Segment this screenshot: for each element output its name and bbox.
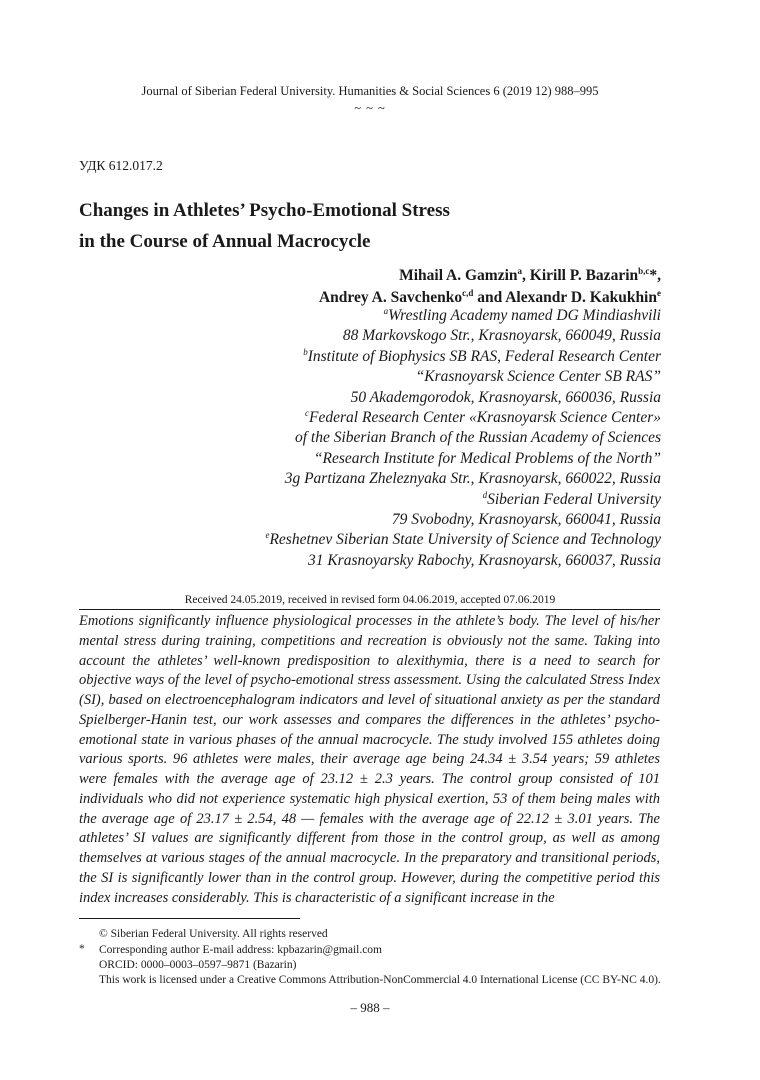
- affiliation-text: Federal Research Center «Krasnoyarsk Science Center»: [309, 409, 661, 427]
- affiliation-text: Siberian Federal University: [487, 490, 661, 508]
- author-line: [319, 265, 661, 287]
- affiliation-text: 31 Krasnoyarsky Rabochy, Krasnoyarsk, 660037, Russia: [307, 551, 661, 569]
- affiliation-text: “Krasnoyarsk Science Center SB RAS”: [415, 368, 661, 386]
- affiliation-line: [265, 490, 661, 510]
- affiliation-sup: d: [482, 489, 488, 500]
- affiliation-line: [265, 326, 661, 346]
- affiliation-line: [265, 530, 661, 550]
- affiliation-line: [265, 347, 661, 367]
- footnote-corresponding: Corresponding author E-mail address: kpbazarin@gmail.com: [99, 944, 383, 956]
- affiliation-line: [265, 367, 661, 387]
- header-ornament: ~ ~ ~: [354, 101, 386, 115]
- affiliation-list: [265, 306, 661, 571]
- affiliation-line: [265, 306, 661, 326]
- abstract-top-rule: [79, 609, 660, 610]
- udk-code: УДК 612.017.2: [79, 158, 163, 173]
- affiliation-line: [265, 551, 661, 571]
- footnote-license: This work is licensed under a Creative Commons Attribution-NonCommercial 4.0 International License (CC BY-NC 4.0).: [99, 974, 661, 986]
- affiliation-line: [265, 510, 661, 530]
- affiliation-text: 88 Markovskogo Str., Krasnoyarsk, 660049, Russia: [342, 327, 661, 345]
- affiliation-line: [265, 469, 661, 489]
- footnote-copyright: © Siberian Federal University. All rights reserved: [99, 928, 328, 940]
- affiliation-text: 3g Partizana Zheleznyaka Str., Krasnoyarsk, 660022, Russia: [284, 470, 661, 488]
- affiliation-line: [265, 449, 661, 469]
- author-sup: a: [517, 265, 523, 276]
- affiliation-sup: a: [383, 305, 389, 316]
- author-sep: ,: [522, 267, 530, 284]
- affiliation-sup: e: [265, 530, 270, 541]
- affiliation-text: Reshetnev Siberian State University of Science and Technology: [269, 531, 661, 549]
- received-dates: Received 24.05.2019, received in revised form 04.06.2019, accepted 07.06.2019: [184, 594, 556, 606]
- footnote-orcid: ORCID: 0000–0003–0597–9871 (Bazarin): [99, 959, 297, 971]
- footnote-rule: [79, 918, 300, 919]
- author-sup: e: [657, 287, 661, 298]
- article-title: [79, 195, 450, 257]
- affiliation-line: [265, 428, 661, 448]
- abstract-text: Emotions significantly influence physiological processes in the athlete’s body. The level of his/her mental stress during training, competitions and recreation is obviously not the same. Taking into account the athletes’ well-known predisposition to alexithymia, there is a need to search for objective ways of the level of psycho-emotional stress assessment. Using the calculated Stress Index (SI), based on electroencephalogram indicators and level of situational anxiety as per the standard Spielberger-Hanin test, our work assesses and compares the differences in the athletes’ psycho-emotional state in various phases of the annual macrocycle. The study involved 155 athletes doing various sports. 96 athletes were males, their average age being 24.34 ± 3.54 years; 59 athletes were females with the average age of 23.12 ± 2.3 years. The control group consisted of 101 individuals who did not experience systematic high physical exertion, 53 of them being males with the average age of 23.17 ± 2.54, 48 — females with the average age of 22.12 ± 3.01 years. The athletes’ SI values are significantly different from those in the control group, as well as among themselves at various stages of the annual macrocycle. In the preparatory and transitional periods, the SI is significantly lower than in the control group. However, during the competitive period this index increases considerably. This is characteristic of a significant increase in the: [79, 613, 660, 906]
- author-name: Kirill P. Bazarin: [529, 267, 639, 284]
- affiliation-text: Institute of Biophysics SB RAS, Federal Research Center: [307, 347, 661, 365]
- author-name: Alexandr D. Kakukhin: [505, 289, 657, 306]
- affiliation-text: 50 Akademgorodok, Krasnoyarsk, 660036, Russia: [350, 388, 661, 406]
- author-sep: *,: [649, 267, 661, 284]
- author-name: Mihail A. Gamzin: [399, 267, 518, 284]
- author-list: [319, 265, 661, 309]
- affiliation-text: “Research Institute for Medical Problems of the North”: [313, 449, 661, 467]
- title-line: in the Course of Annual Macrocycle: [79, 231, 371, 252]
- affiliation-line: [265, 408, 661, 428]
- affiliation-text: of the Siberian Branch of the Russian Academy of Sciences: [294, 429, 661, 447]
- author-name: Andrey A. Savchenko: [318, 289, 463, 306]
- affiliation-sup: c: [305, 407, 310, 418]
- footnote-star: *: [79, 943, 85, 955]
- page-number: – 988 –: [350, 1000, 390, 1015]
- author-sup: b,c: [638, 265, 650, 276]
- affiliation-line: [265, 388, 661, 408]
- affiliation-sup: b: [303, 346, 308, 357]
- author-sep: and: [473, 289, 506, 306]
- affiliation-text: 79 Svobodny, Krasnoyarsk, 660041, Russia: [391, 511, 661, 529]
- affiliation-text: Wrestling Academy named DG Mindiashvili: [388, 307, 661, 324]
- author-sup: c,d: [462, 287, 474, 298]
- title-line: Changes in Athletes’ Psycho-Emotional Stress: [79, 200, 450, 221]
- journal-header: Journal of Siberian Federal University. Humanities & Social Sciences 6 (2019 12) 988–995: [141, 84, 599, 98]
